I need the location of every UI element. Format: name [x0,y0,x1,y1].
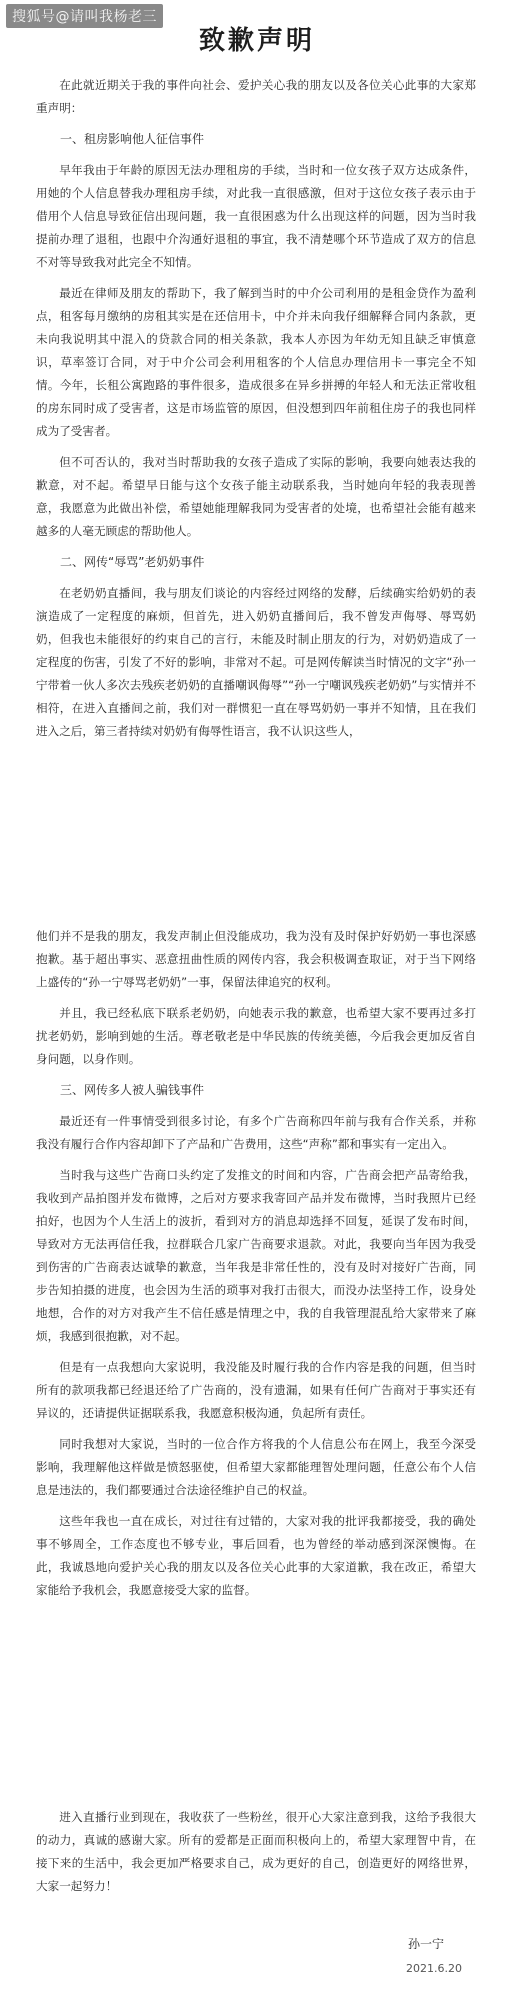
paragraph: 但是有一点我想向大家说明，我没能及时履行我的合作内容是我的问题，但当时所有的款项我都已经退还给了广告商的，没有遗漏，如果有任何广告商对于事实还有异议的，还请提供证据联系我，我愿意积极沟通，负起所有责任。 [36,1360,476,1420]
paragraph: 并且，我已经私底下联系老奶奶，向她表示我的歉意，也希望大家不要再过多打扰老奶奶，影响到她的生活。尊老敬老是中华民族的传统美德，今后我会更加反省自身问题，以身作则。 [36,1006,476,1066]
section-heading-grandma: 二、网传“辱骂”老奶奶事件 [60,555,205,569]
paragraph: 早年我由于年龄的原因无法办理租房的手续，当时和一位女孩子双方达成条件，用她的个人信息替我办理租房手续，对此我一直很感激，但对于这位女孩子表示由于借用个人信息导致征信出现问题，我一直很困惑为什么出现这样的问题，因为当时我提前办理了退租，也跟中介沟通好退租的事宜，我不清楚哪个环节造成了双方的信息不对等导致我对此完全不知情。 [36,163,476,269]
statement-block-2 [36,925,476,1610]
paragraph: 这些年我也一直在成长，对过往有过错的，大家对我的批评我都接受，我的确处事不够周全，工作态度也不够专业，事后回看，也为曾经的举动感到深深懊悔。在此，我诚恳地向爱护关心我的朋友以及各位关心此事的大家道歉，我在改正，希望大家能给予我机会，我愿意接受大家的监督。 [36,1514,476,1597]
paragraph-continued: 他们并不是我的朋友，我发声制止但没能成功，我为没有及时保护好奶奶一事也深感抱歉。基于超出事实、恶意扭曲性质的网传内容，我会积极调查取证，对于当下网络上盛传的“孙一宁辱骂老奶奶”一事，保留法律追究的权利。 [36,929,476,989]
section-heading-rental: 一、租房影响他人征信事件 [60,132,205,146]
signature: 孙一宁 [407,1937,444,1951]
paragraph: 在老奶奶直播间，我与朋友们谈论的内容经过网络的发酵，后续确实给奶奶的表演造成了一定程度的麻烦，但首先，进入奶奶直播间后，我不曾发声侮辱、辱骂奶奶，但我也未能很好的约束自己的言行，未能及时制止朋友的行为，对奶奶造成了一定程度的伤害，引发了不好的影响，非常对不起。可是网传解读当时情况的文字“孙一宁带着一伙人多次去残疾老奶奶的直播嘲讽侮辱”“孙一宁嘲讽残疾老奶奶”与实情并不相符，在进入直播间之前，我们对一群惯犯一直在辱骂奶奶一事并不知情，且在我们进入之后，第三者持续对奶奶有侮辱性语言，我不认识这些人， [36,586,476,738]
paragraph: 同时我想对大家说，当时的一位合作方将我的个人信息公布在网上，我至今深受影响，我理解他这样做是愤怒驱使，但希望大家都能理智处理问题，任意公布个人信息是违法的，我们都要通过合法途径维护自己的权益。 [36,1437,476,1497]
watermark: 搜狐号@请叫我杨老三 [6,4,163,28]
signature-date: 2021.6.20 [406,1962,462,1975]
paragraph: 最近在律师及朋友的帮助下，我了解到当时的中介公司利用的是租金贷作为盈利点，租客每月缴纳的房租其实是在还信用卡，中介并未向我仔细解释合同内条款，更未向我说明其中混入的贷款合同的相关条款，我本人亦因为年幼无知且缺乏审慎意识，草率签订合同，对于中介公司会利用租客的个人信息办理信用卡一事完全不知情。今年，长租公寓跑路的事件很多，造成很多在异乡拼搏的年轻人和无法正常收租的房东同时成了受害者，这是市场监管的原因，但没想到四年前租住房子的我也同样成为了受害者。 [36,286,476,438]
document-title: 致歉声明 [198,26,315,56]
statement-block-1 [36,74,476,751]
intro-paragraph: 在此就近期关于我的事件向社会、爱护关心我的朋友以及各位关心此事的大家郑重声明： [36,78,476,115]
section-heading-advertisers: 三、网传多人被人骗钱事件 [60,1083,205,1097]
paragraph: 当时我与这些广告商口头约定了发推文的时间和内容，广告商会把产品寄给我，我收到产品拍图并发布微博，之后对方要求我寄回产品并发布微博，当时我照片已经拍好，也因为个人生活上的波折，看到对方的消息却选择不回复，延误了发布时间，导致对方无法再信任我，拉群联合几家广告商要求退款。对此，我要向当年因为我受到伤害的广告商表达诚挚的歉意，当年我是非常任性的，没有及时对接好广告商，同步告知拍摄的进度，也会因为生活的琐事对我打击很大，而没办法坚持工作，设身处地想，合作的对方对我产生不信任感是情理之中，我的自我管理混乱给大家带来了麻烦，我感到很抱歉，对不起。 [36,1168,476,1343]
statement-block-3 [36,1806,476,1906]
paragraph: 最近还有一件事情受到很多讨论，有多个广告商称四年前与我有合作关系，并称我没有履行合作内容却卸下了产品和广告费用，这些“声称”都和事实有一定出入。 [36,1114,476,1151]
closing-paragraph: 进入直播行业到现在，我收获了一些粉丝，很开心大家注意到我，这给予我很大的动力，真诚的感谢大家。所有的爱都是正面而积极向上的，希望大家理智中肯，在接下来的生活中，我会更加严格要求自己，成为更好的自己，创造更好的网络世界，大家一起努力！ [36,1810,476,1893]
paragraph: 但不可否认的，我对当时帮助我的女孩子造成了实际的影响，我要向她表达我的歉意，对不起。希望早日能与这个女孩子能主动联系我，当时她向年轻的我表现善意，我愿意为此做出补偿，希望她能理解我同为受害者的处境，也希望社会能有越来越多的人毫无顾虑的帮助他人。 [36,455,476,538]
